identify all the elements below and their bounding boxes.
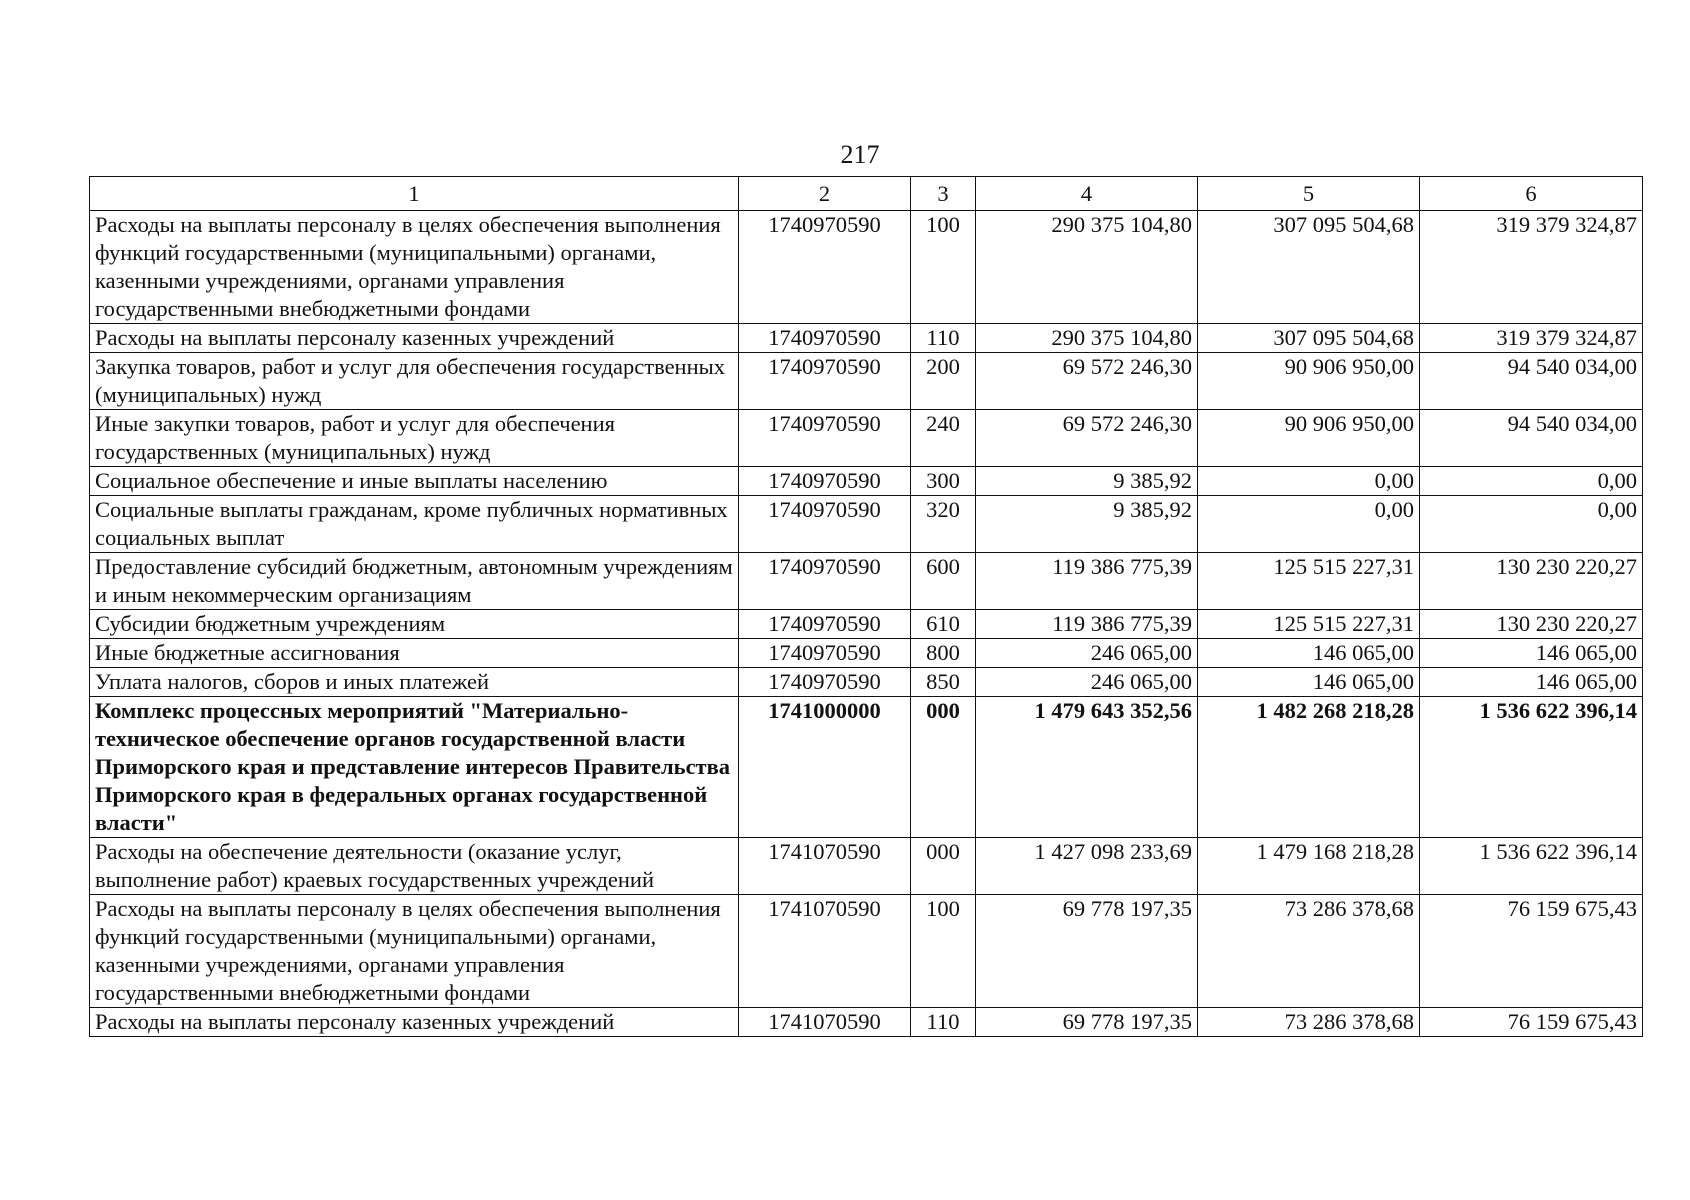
row-name: Социальные выплаты гражданам, кроме публичных нормативных социальных выплат (90, 496, 739, 553)
header-col-4: 4 (976, 177, 1198, 211)
row-value-col6: 0,00 (1420, 467, 1643, 496)
row-value-col4: 9 385,92 (976, 467, 1198, 496)
row-value-col4: 290 375 104,80 (976, 211, 1198, 324)
row-target-code: 1740970590 (739, 211, 911, 324)
row-value-col5: 307 095 504,68 (1198, 324, 1420, 353)
row-value-col6: 319 379 324,87 (1420, 324, 1643, 353)
row-value-col5: 73 286 378,68 (1198, 1008, 1420, 1037)
row-value-col6: 146 065,00 (1420, 639, 1643, 668)
table-row (90, 467, 1643, 496)
row-value-col5: 90 906 950,00 (1198, 410, 1420, 467)
table-row (90, 895, 1643, 1008)
row-value-col5: 90 906 950,00 (1198, 353, 1420, 410)
row-target-code: 1740970590 (739, 353, 911, 410)
row-value-col5: 1 482 268 218,28 (1198, 697, 1420, 838)
table-row (90, 410, 1643, 467)
row-name: Иные бюджетные ассигнования (90, 639, 739, 668)
row-value-col5: 73 286 378,68 (1198, 895, 1420, 1008)
row-value-col6: 130 230 220,27 (1420, 553, 1643, 610)
page-number: 217 (840, 140, 880, 169)
row-expense-type: 610 (911, 610, 976, 639)
row-name: Социальное обеспечение и иные выплаты населению (90, 467, 739, 496)
row-name: Субсидии бюджетным учреждениям (90, 610, 739, 639)
row-value-col5: 146 065,00 (1198, 639, 1420, 668)
table-body (90, 211, 1643, 1037)
row-name: Расходы на выплаты персоналу казенных учреждений (90, 324, 739, 353)
row-target-code: 1740970590 (739, 324, 911, 353)
row-expense-type: 100 (911, 211, 976, 324)
row-value-col6: 1 536 622 396,14 (1420, 697, 1643, 838)
row-value-col4: 246 065,00 (976, 639, 1198, 668)
row-expense-type: 240 (911, 410, 976, 467)
row-value-col6: 94 540 034,00 (1420, 353, 1643, 410)
table-row (90, 1008, 1643, 1037)
table-row (90, 838, 1643, 895)
table-row (90, 639, 1643, 668)
header-col-5: 5 (1198, 177, 1420, 211)
row-value-col4: 1 427 098 233,69 (976, 838, 1198, 895)
table-row (90, 496, 1643, 553)
row-expense-type: 100 (911, 895, 976, 1008)
row-name: Уплата налогов, сборов и иных платежей (90, 668, 739, 697)
row-value-col4: 69 778 197,35 (976, 895, 1198, 1008)
row-value-col4: 69 778 197,35 (976, 1008, 1198, 1037)
row-value-col6: 130 230 220,27 (1420, 610, 1643, 639)
row-value-col4: 246 065,00 (976, 668, 1198, 697)
row-expense-type: 000 (911, 697, 976, 838)
row-value-col6: 146 065,00 (1420, 668, 1643, 697)
header-col-1: 1 (90, 177, 739, 211)
table-row (90, 353, 1643, 410)
row-target-code: 1741070590 (739, 1008, 911, 1037)
row-target-code: 1740970590 (739, 639, 911, 668)
header-col-2: 2 (739, 177, 911, 211)
row-value-col4: 1 479 643 352,56 (976, 697, 1198, 838)
row-name: Иные закупки товаров, работ и услуг для обеспечения государственных (муниципальных) нужд (90, 410, 739, 467)
row-name: Предоставление субсидий бюджетным, автономным учреждениям и иным некоммерческим организациям (90, 553, 739, 610)
header-row (90, 177, 1643, 211)
row-expense-type: 850 (911, 668, 976, 697)
row-target-code: 1740970590 (739, 410, 911, 467)
row-value-col4: 69 572 246,30 (976, 410, 1198, 467)
row-value-col5: 125 515 227,31 (1198, 610, 1420, 639)
row-value-col5: 0,00 (1198, 496, 1420, 553)
row-name: Расходы на выплаты персоналу в целях обеспечения выполнения функций государственными (муниципальными) органами, казенными учреждениями, органами управления государственными внебюджетными фондами (90, 211, 739, 324)
table-row (90, 668, 1643, 697)
row-value-col5: 146 065,00 (1198, 668, 1420, 697)
row-value-col4: 119 386 775,39 (976, 610, 1198, 639)
row-target-code: 1741070590 (739, 895, 911, 1008)
table-row (90, 610, 1643, 639)
row-expense-type: 600 (911, 553, 976, 610)
row-expense-type: 000 (911, 838, 976, 895)
row-expense-type: 320 (911, 496, 976, 553)
row-value-col4: 290 375 104,80 (976, 324, 1198, 353)
row-expense-type: 110 (911, 324, 976, 353)
row-value-col5: 1 479 168 218,28 (1198, 838, 1420, 895)
row-value-col5: 125 515 227,31 (1198, 553, 1420, 610)
row-target-code: 1740970590 (739, 553, 911, 610)
row-expense-type: 200 (911, 353, 976, 410)
table-row (90, 211, 1643, 324)
row-value-col6: 0,00 (1420, 496, 1643, 553)
row-value-col4: 69 572 246,30 (976, 353, 1198, 410)
table-row (90, 697, 1643, 838)
row-value-col6: 94 540 034,00 (1420, 410, 1643, 467)
row-value-col4: 119 386 775,39 (976, 553, 1198, 610)
row-target-code: 1741070590 (739, 838, 911, 895)
row-value-col4: 9 385,92 (976, 496, 1198, 553)
row-target-code: 1740970590 (739, 496, 911, 553)
row-target-code: 1740970590 (739, 668, 911, 697)
row-name: Расходы на обеспечение деятельности (оказание услуг, выполнение работ) краевых государственных учреждений (90, 838, 739, 895)
row-value-col5: 307 095 504,68 (1198, 211, 1420, 324)
budget-table (89, 176, 1643, 1037)
header-col-3: 3 (911, 177, 976, 211)
row-name: Комплекс процессных мероприятий "Материально-техническое обеспечение органов государственной власти Приморского края и представление интересов Правительства Приморского края в федеральных органах государственной власти" (90, 697, 739, 838)
row-value-col6: 76 159 675,43 (1420, 895, 1643, 1008)
header-col-6: 6 (1420, 177, 1643, 211)
row-value-col5: 0,00 (1198, 467, 1420, 496)
table-row (90, 553, 1643, 610)
row-name: Закупка товаров, работ и услуг для обеспечения государственных (муниципальных) нужд (90, 353, 739, 410)
table-row (90, 324, 1643, 353)
row-target-code: 1741000000 (739, 697, 911, 838)
row-name: Расходы на выплаты персоналу казенных учреждений (90, 1008, 739, 1037)
row-expense-type: 110 (911, 1008, 976, 1037)
row-value-col6: 76 159 675,43 (1420, 1008, 1643, 1037)
row-expense-type: 300 (911, 467, 976, 496)
row-value-col6: 1 536 622 396,14 (1420, 838, 1643, 895)
row-expense-type: 800 (911, 639, 976, 668)
row-name: Расходы на выплаты персоналу в целях обеспечения выполнения функций государственными (муниципальными) органами, казенными учреждениями, органами управления государственными внебюджетными фондами (90, 895, 739, 1008)
row-value-col6: 319 379 324,87 (1420, 211, 1643, 324)
row-target-code: 1740970590 (739, 610, 911, 639)
row-target-code: 1740970590 (739, 467, 911, 496)
